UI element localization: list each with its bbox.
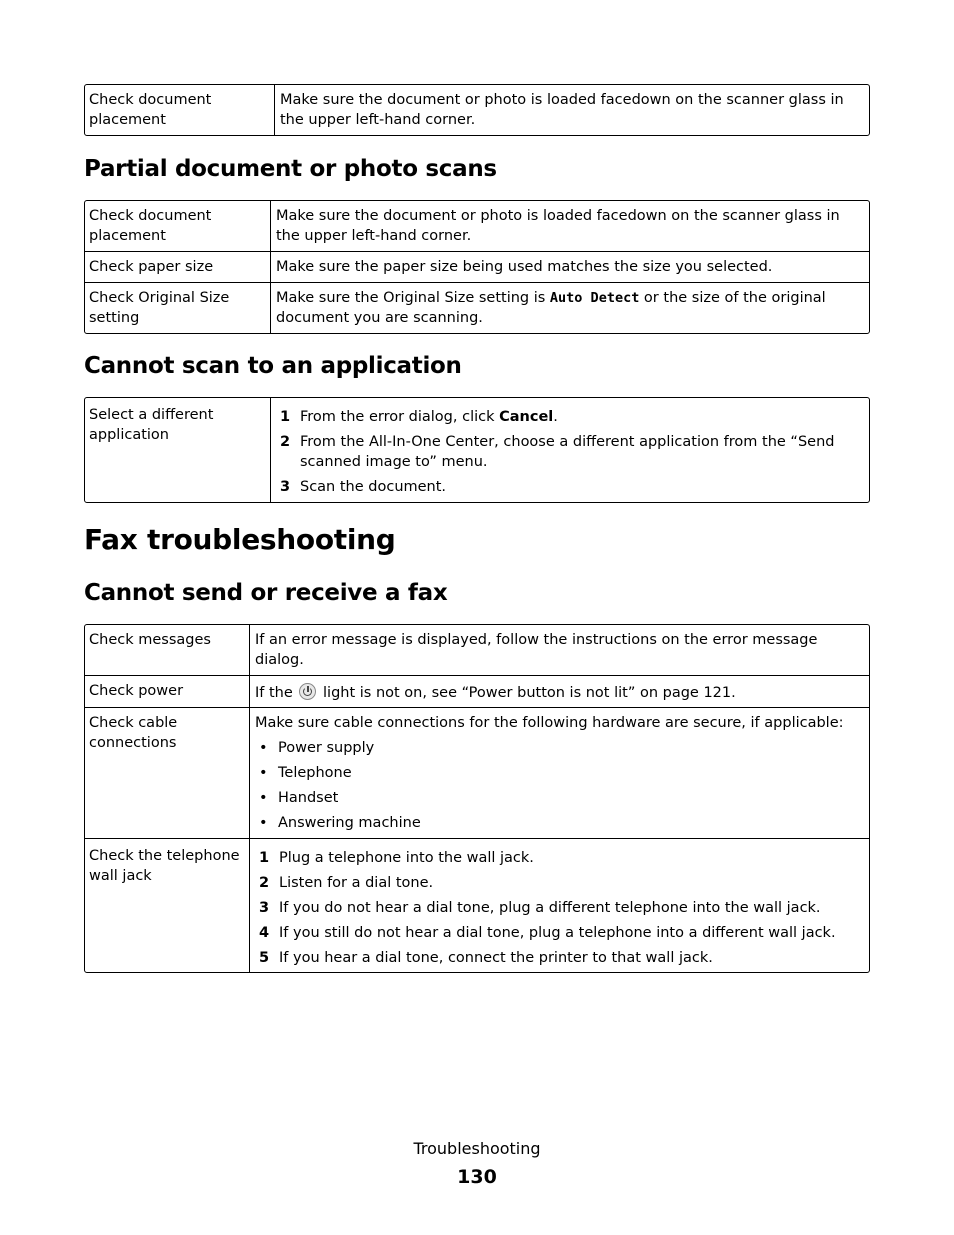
list-item xyxy=(280,407,865,427)
cancel-label: Cancel xyxy=(499,409,554,425)
page-number: 130 xyxy=(457,1166,497,1188)
check-cell: Check power xyxy=(85,676,250,707)
fax-table xyxy=(84,624,870,973)
list-item xyxy=(259,873,865,893)
table-row xyxy=(85,707,869,838)
step-number: 1 xyxy=(280,409,291,425)
step-number: 3 xyxy=(280,479,291,495)
list-item-text: Answering machine xyxy=(278,815,421,831)
power-button-icon xyxy=(299,683,316,700)
hardware-list xyxy=(255,738,865,833)
step-text: If you still do not hear a dial tone, plug a telephone into a different wall jack. xyxy=(279,925,836,941)
scan-application-table xyxy=(84,397,870,503)
step-text: Plug a telephone into the wall jack. xyxy=(279,850,534,866)
step-list xyxy=(259,848,865,968)
step-number: 2 xyxy=(280,434,291,450)
table-row xyxy=(85,251,869,282)
bullet-icon: • xyxy=(259,740,268,756)
check-cell: Check paper size xyxy=(85,252,271,282)
list-item xyxy=(255,763,865,783)
check-cell: Check messages xyxy=(85,625,250,675)
step-number: 2 xyxy=(259,875,270,891)
partial-scans-heading: Partial document or photo scans xyxy=(84,156,497,182)
list-item xyxy=(255,788,865,808)
list-item xyxy=(255,738,865,758)
step-text: If you hear a dial tone, connect the printer to that wall jack. xyxy=(279,950,713,966)
action-cell: Make sure the document or photo is loaded facedown on the scanner glass in the upper left-hand corner. xyxy=(280,92,844,128)
bullet-icon: • xyxy=(259,815,268,831)
cable-intro-text: Make sure cable connections for the following hardware are secure, if applicable: xyxy=(255,715,844,731)
list-item-text: Handset xyxy=(278,790,339,806)
step-number: 3 xyxy=(259,900,270,916)
action-cell xyxy=(250,708,869,838)
list-item-text: Telephone xyxy=(278,765,352,781)
step-text: From the All-In-One Center, choose a different application from the “Send scanned image to” menu. xyxy=(300,434,835,470)
setting-value: Auto Detect xyxy=(549,290,640,306)
document-placement-table xyxy=(84,84,870,136)
bullet-icon: • xyxy=(259,765,268,781)
table-row xyxy=(85,201,869,251)
list-item xyxy=(259,898,865,918)
check-cell: Check the telephone wall jack xyxy=(85,839,250,972)
action-cell: Make sure the paper size being used matches the size you selected. xyxy=(276,259,773,275)
list-item xyxy=(280,477,865,497)
action-cell: If an error message is displayed, follow the instructions on the error message dialog. xyxy=(255,632,818,668)
partial-scans-table xyxy=(84,200,870,334)
step-list xyxy=(280,407,865,497)
check-cell: Check document placement xyxy=(85,85,275,135)
step-text-part: . xyxy=(553,409,558,425)
step-text: If you do not hear a dial tone, plug a different telephone into the wall jack. xyxy=(279,900,821,916)
fax-send-receive-heading: Cannot send or receive a fax xyxy=(84,580,448,606)
step-text-part: From the error dialog, click xyxy=(300,409,500,425)
table-row xyxy=(85,398,869,502)
list-item-text: Power supply xyxy=(278,740,375,756)
step-text: Listen for a dial tone. xyxy=(279,875,434,891)
action-cell xyxy=(271,283,869,333)
list-item xyxy=(280,432,865,472)
list-item xyxy=(259,923,865,943)
fax-troubleshooting-heading: Fax troubleshooting xyxy=(84,523,396,556)
table-row xyxy=(85,675,869,707)
footer-section-title: Troubleshooting xyxy=(413,1139,541,1158)
action-cell xyxy=(271,398,869,502)
check-cell: Select a different application xyxy=(85,398,271,502)
check-cell: Check document placement xyxy=(85,201,271,251)
list-item xyxy=(259,948,865,968)
step-number: 1 xyxy=(259,850,270,866)
table-row xyxy=(85,85,869,135)
step-text: Scan the document. xyxy=(300,479,447,495)
action-cell xyxy=(250,839,869,972)
bullet-icon: • xyxy=(259,790,268,806)
table-row xyxy=(85,625,869,675)
action-text: If the xyxy=(255,685,298,701)
list-item xyxy=(255,813,865,833)
check-cell: Check Original Size setting xyxy=(85,283,271,333)
list-item xyxy=(259,848,865,868)
step-number: 4 xyxy=(259,925,270,941)
step-number: 5 xyxy=(259,950,270,966)
table-row xyxy=(85,282,869,333)
action-text: Make sure the Original Size setting is xyxy=(276,290,550,306)
check-cell: Check cable connections xyxy=(85,708,250,838)
scan-application-heading: Cannot scan to an application xyxy=(84,353,462,379)
action-cell xyxy=(250,676,869,707)
step-text xyxy=(300,407,558,427)
table-row xyxy=(85,838,869,972)
action-text: or the size of the original document you are scanning. xyxy=(276,290,826,326)
action-text: light is not on, see “Power button is not lit” on page 121. xyxy=(318,685,736,701)
action-cell: Make sure the document or photo is loaded facedown on the scanner glass in the upper left-hand corner. xyxy=(276,208,840,244)
